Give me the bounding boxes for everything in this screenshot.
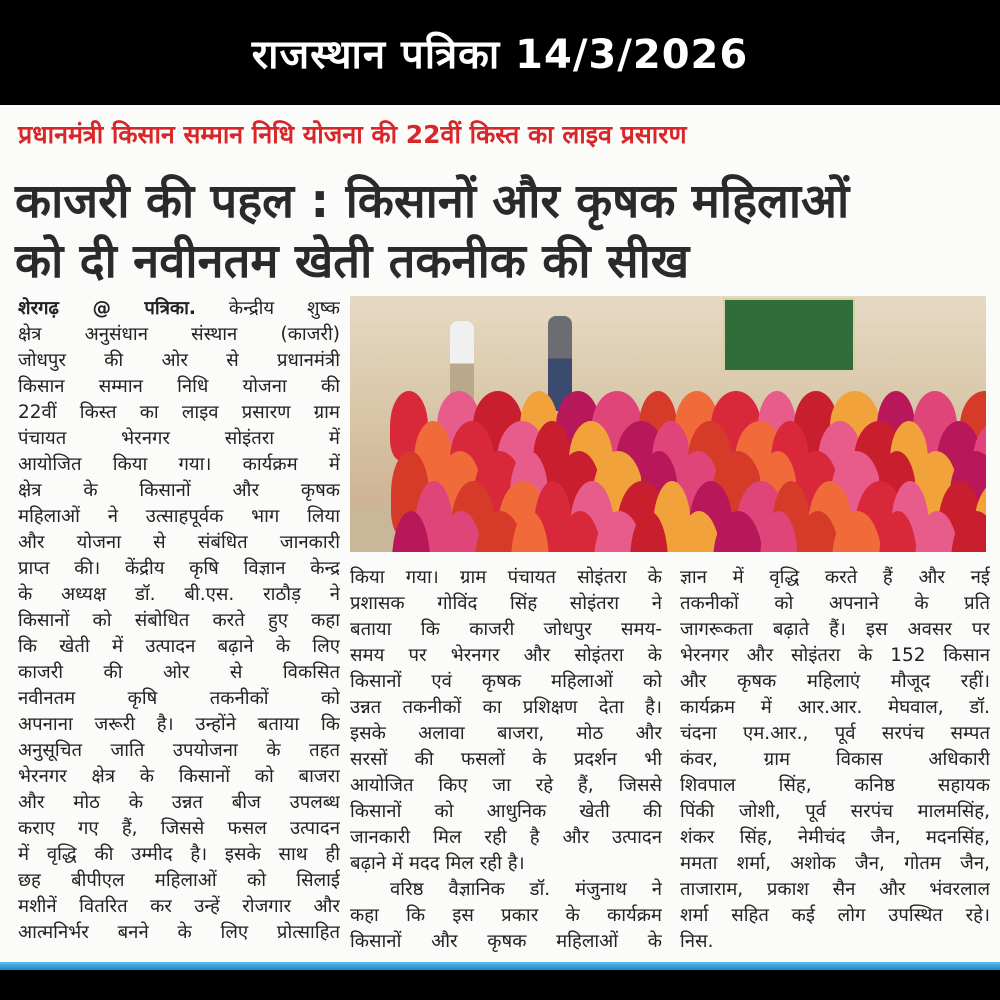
text-line: भेरनगर और सोइंतरा के 152 किसान (680, 645, 990, 666)
text-line: किसानों को संबोधित करते हुए कहा (18, 610, 340, 631)
text-line: महिलाओं ने उत्साहपूर्वक भाग लिया (18, 506, 340, 527)
text-line: प्रशासक गोविंद सिंह सोइंतरा ने (350, 593, 662, 614)
text-line: निस. (680, 931, 714, 952)
text-line: प्राप्त की। केंद्रीय कृषि विज्ञान केन्द्र (18, 558, 340, 579)
text-line: आयोजित किया गया। कार्यक्रम में (18, 454, 340, 475)
text-line: बढ़ाने में मदद मिल रही है। (350, 853, 525, 874)
text-line: जागरूकता बढ़ाते हैं। इस अवसर पर (680, 619, 990, 640)
banner (0, 0, 1000, 105)
text-line: शंकर सिंह, नेमीचंद जैन, मदनसिंह, (680, 827, 990, 848)
text-line: किसानों को आधुनिक खेती की (350, 801, 662, 822)
text-line: अनुसूचित जाति उपयोजना के तहत (18, 740, 340, 761)
text-line: कार्यक्रम में आर.आर. मेघवाल, डॉ. (680, 697, 990, 718)
text-line: तकनीकों को अपनाने के प्रति (680, 593, 990, 614)
event-photo (350, 296, 986, 552)
headline-line-1: काजरी की पहल : किसानों और कृषक महिलाओं (15, 174, 850, 229)
article-column-1 (18, 296, 340, 946)
text-line: वरिष्ठ वैज्ञानिक डॉ. मंजुनाथ ने (390, 879, 662, 900)
text-line: किसान सम्मान निधि योजना की (18, 376, 340, 397)
text-line: चंदना एम.आर., पूर्व सरपंच सम्पत (680, 723, 990, 744)
text-line: क्षेत्र अनुसंधान संस्थान (काजरी) (18, 324, 340, 345)
article-column-2 (350, 565, 662, 955)
text-line: नवीनतम कृषि तकनीकों को (18, 688, 340, 709)
text-line: किसानों एवं कृषक महिलाओं को (350, 671, 662, 692)
text-line: इसके अलावा बाजरा, मोठ और (350, 723, 662, 744)
text-line: छह बीपीएल महिलाओं को सिलाई (18, 870, 340, 891)
text-line: किसानों और कृषक महिलाओं के (350, 931, 662, 952)
text-line: शर्मा सहित कई लोग उपस्थित रहे। (680, 905, 990, 926)
article-column-3 (680, 565, 990, 955)
dateline: शेरगढ़ @ पत्रिका. (18, 298, 196, 319)
text-line: और मोठ के उन्नत बीज उपलब्ध (18, 792, 340, 813)
text-line: पंचायत भेरनगर सोइंतरा में (18, 428, 340, 449)
text-line: के अध्यक्ष डॉ. बी.एस. राठौड़ ने (18, 584, 340, 605)
text-line: बताया कि काजरी जोधपुर समय- (350, 619, 662, 640)
text-line: 22वीं किस्त का लाइव प्रसारण ग्राम (18, 402, 340, 423)
headline-line-2: को दी नवीनतम खेती तकनीक की सीख (15, 234, 690, 289)
text-line: कहा कि इस प्रकार के कार्यक्रम (350, 905, 662, 926)
text-line: आयोजित किए जा रहे हैं, जिससे (350, 775, 662, 796)
text-line: कंवर, ग्राम विकास अधिकारी (680, 749, 990, 770)
text-line: जानकारी मिल रही है और उत्पादन (350, 827, 662, 848)
article-kicker: प्रधानमंत्री किसान सम्मान निधि योजना की 22वीं किस्त का लाइव प्रसारण (18, 120, 687, 149)
text-line: सरसों की फसलों के प्रदर्शन भी (350, 749, 662, 770)
banner-title: राजस्थान पत्रिका 14/3/2026 (251, 32, 749, 78)
text-line: कराए गए हैं, जिससे फसल उत्पादन (18, 818, 340, 839)
text-line (18, 296, 340, 322)
text-line: ममता शर्मा, अशोक जैन, गोतम जैन, (680, 853, 990, 874)
text-line: क्षेत्र के किसानों और कृषक (18, 480, 340, 501)
text-line: कि खेती में उत्पादन बढ़ाने के लिए (18, 636, 340, 657)
text-line: भेरनगर क्षेत्र के किसानों को बाजरा (18, 766, 340, 787)
text-line-content: केन्द्रीय शुष्क (195, 298, 340, 319)
text-line: और कृषक महिलाएं मौजूद रहीं। (680, 671, 990, 692)
text-line: मशीनें वितरित कर उन्हें रोजगार और (18, 896, 340, 917)
bottom-strip (0, 962, 1000, 970)
text-line: में वृद्धि की उम्मीद है। इसके साथ ही (18, 844, 340, 865)
text-line: और योजना से संबंधित जानकारी (18, 532, 340, 553)
text-line: अपनाना जरूरी है। उन्होंने बताया कि (18, 714, 340, 735)
text-line: पिंकी जोशी, पूर्व सरपंच मालमसिंह, (680, 801, 990, 822)
text-line: किया गया। ग्राम पंचायत सोइंतरा के (350, 567, 662, 588)
photo-banner (723, 298, 855, 372)
text-line: शिवपाल सिंह, कनिष्ठ सहायक (680, 775, 990, 796)
text-line: समय पर भेरनगर और सोइंतरा के (350, 645, 662, 666)
text-line: काजरी की ओर से विकसित (18, 662, 340, 683)
text-line: आत्मनिर्भर बनने के लिए प्रोत्साहित (18, 922, 340, 943)
text-line: ताजाराम, प्रकाश सैन और भंवरलाल (680, 879, 990, 900)
text-line: जोधपुर की ओर से प्रधानमंत्री (18, 350, 340, 371)
text-line: ज्ञान में वृद्धि करते हैं और नई (680, 567, 990, 588)
text-line: उन्नत तकनीकों का प्रशिक्षण देता है। (350, 697, 662, 718)
